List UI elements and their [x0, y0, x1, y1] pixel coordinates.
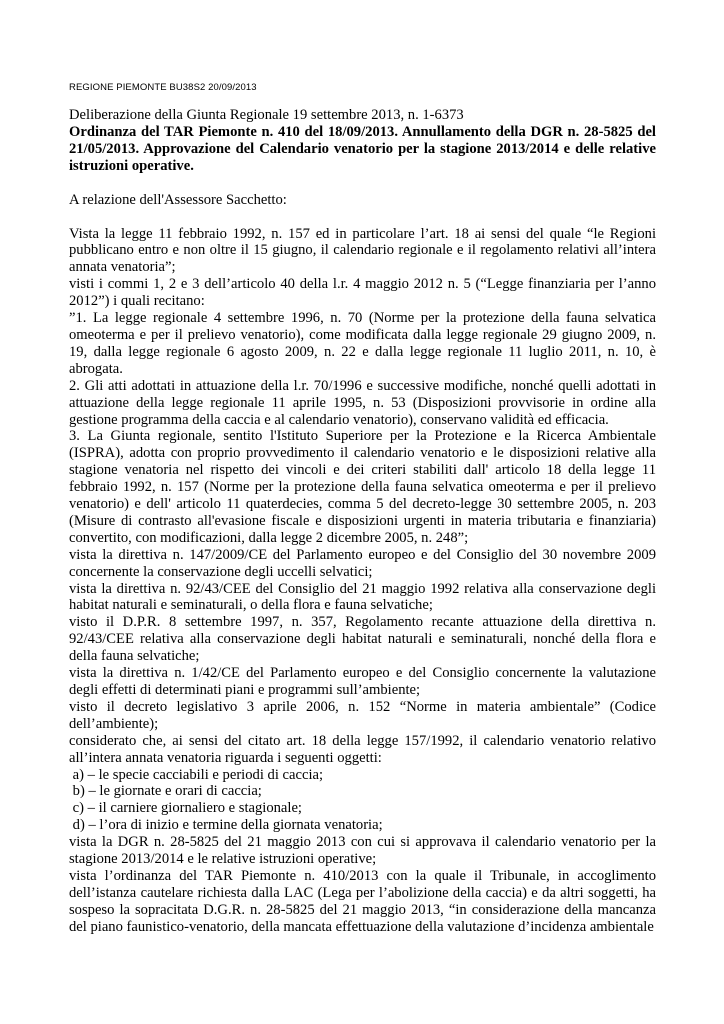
paragraph: vista la DGR n. 28-5825 del 21 maggio 2013 con cui si approvava il calendario venatorio per la stagione 2013/2014 e le relative istruzioni operative; — [69, 834, 656, 868]
paragraph: visto il D.P.R. 8 settembre 1997, n. 357, Regolamento recante attuazione della direttiva n. 92/43/CEE relativa alla conservazione degli habitat naturali e seminaturali, nonché della flora e della fauna selvatiche; — [69, 614, 656, 665]
document-body — [69, 107, 656, 936]
paragraph: Vista la legge 11 febbraio 1992, n. 157 ed in particolare l’art. 18 ai sensi del quale “le Regioni pubblicano entro e non oltre il 15 giugno, il calendario regionale e il regolamento relativi all’intera annata venatoria”; — [69, 225, 656, 276]
paragraph: vista l’ordinanza del TAR Piemonte n. 410/2013 con la quale il Tribunale, in accoglimento dell’istanza cautelare richiesta dalla LAC (Lega per l’abolizione della caccia) e da altri soggetti, ha sospeso la sopracitata D.G.R. n. 28-5825 del 21 maggio 2013, “in considerazione della mancanza del piano faunistico-venatorio, della mancata effettuazione della valutazione d’incidenza ambientale — [69, 867, 656, 935]
relazione-line: A relazione dell'Assessore Sacchetto: — [69, 191, 287, 208]
paragraph: vista la direttiva n. 92/43/CEE del Consiglio del 21 maggio 1992 relativa alla conservazione degli habitat naturali e seminaturali, o della flora e fauna selvatiche; — [69, 580, 656, 614]
paragraph: visti i commi 1, 2 e 3 dell’articolo 40 della l.r. 4 maggio 2012 n. 5 (“Legge finanziaria per l’anno 2012”) i quali recitano: — [69, 276, 656, 310]
deliberation-title: Deliberazione della Giunta Regionale 19 settembre 2013, n. 1-6373 — [69, 107, 464, 123]
paragraph: vista la direttiva n. 1/42/CE del Parlamento europeo e del Consiglio concernente la valutazione degli effetti di determinati piani e programmi sull’ambiente; — [69, 665, 656, 698]
paragraph: ”1. La legge regionale 4 settembre 1996, n. 70 (Norme per la protezione della fauna selvatica omeoterma e per il prelievo venatorio), come modificata dalla legge regionale 29 giugno 2009, n. 19, dalla legge regionale 6 agosto 2009, n. 22 e dalla legge regionale 11 luglio 2011, n. 10, è abrogata. — [69, 310, 656, 377]
paragraph: 3. La Giunta regionale, sentito l'Istituto Superiore per la Protezione e la Ricerca Ambientale (ISPRA), adotta con proprio provvedimento il calendario venatorio e le disposizioni relative alla stagione venatoria nel rispetto dei vincoli e dei criteri stabiliti dall' articolo 18 della legge 11 febbraio 1992, n. 157 (Norme per la protezione della fauna selvatica omeoterma e per il prelievo venatorio) e dell' articolo 11 quaterdecies, comma 5 del decreto-legge 30 settembre 2005, n. 203 (Misure di contrasto all'evasione fiscale e disposizioni urgenti in materia tributaria e finanziaria) convertito, con modificazioni, dalla legge 2 dicembre 2005, n. 248”; — [69, 428, 656, 546]
list-item: c) – il carniere giornaliero e stagionale; — [69, 800, 302, 817]
paragraph: vista la direttiva n. 147/2009/CE del Parlamento europeo e del Consiglio del 30 novembre 2009 concernente la conservazione degli uccelli selvatici; — [69, 546, 656, 580]
paragraph: visto il decreto legislativo 3 aprile 2006, n. 152 “Norme in materia ambientale” (Codice dell’ambiente); — [69, 698, 656, 732]
deliberation-subject: Ordinanza del TAR Piemonte n. 410 del 18/09/2013. Annullamento della DGR n. 28-5825 del 21/05/2013. Approvazione del Calendario venatorio per la stagione 2013/2014 e delle relative istruzioni operative. — [69, 123, 656, 174]
paragraph: considerato che, ai sensi del citato art. 18 della legge 157/1992, il calendario venatorio relativo all’intera annata venatoria riguarda i seguenti oggetti: — [69, 732, 656, 766]
paragraph: 2. Gli atti adottati in attuazione della l.r. 70/1996 e successive modifiche, nonché quelli adottati in attuazione della legge regionale 11 aprile 1995, n. 53 (Disposizioni provvisorie in ordine alla gestione programma della caccia e al calendario venatorio), conservano validità ed efficacia. — [69, 377, 656, 428]
list-item: d) – l’ora di inizio e termine della giornata venatoria; — [69, 817, 383, 834]
bulletin-header: REGIONE PIEMONTE BU38S2 20/09/2013 — [69, 82, 257, 93]
list-item: a) – le specie cacciabili e periodi di caccia; — [69, 766, 324, 783]
list-item: b) – le giornate e orari di caccia; — [69, 783, 262, 800]
